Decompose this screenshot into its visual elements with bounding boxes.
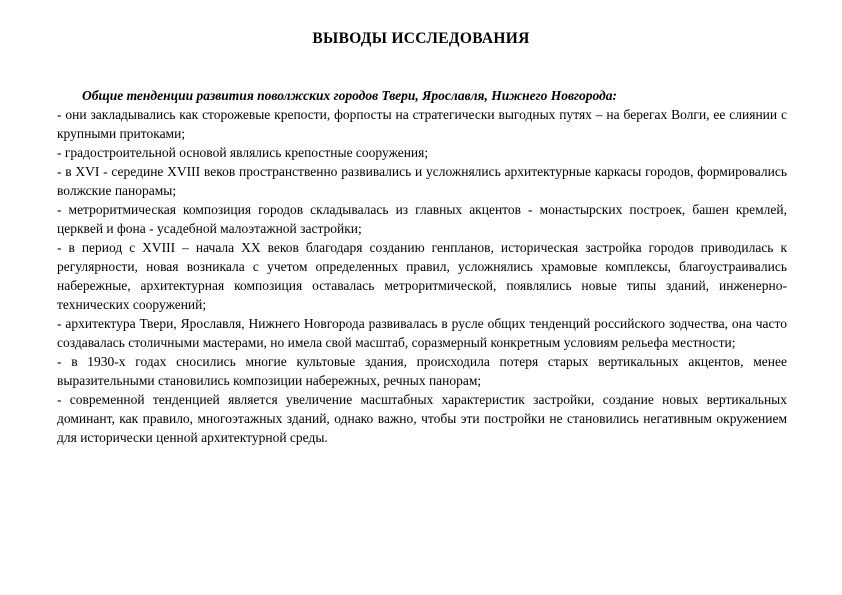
section-subtitle: Общие тенденции развития поволжских городов Твери, Ярославля, Нижнего Новгорода: bbox=[82, 88, 617, 103]
conclusion-item-3: - в XVI - середине XVIII веков пространственно развивались и усложнялись архитектурные каркасы городов, формировались волжские панорамы; bbox=[57, 164, 787, 198]
document-body bbox=[57, 86, 787, 447]
conclusion-item-7: - в 1930-х годах сносились многие культовые здания, происходила потеря старых вертикальных акцентов, менее выразительными становились композиции набережных, речных панорам; bbox=[57, 354, 787, 388]
conclusion-item-5: - в период с XVIII – начала XX веков благодаря созданию генпланов, историческая застройка городов приводилась к регулярности, новая возникала с учетом определенных правил, усложнялись храмовые комплексы, благоустраивались набережные, архитектурная композиция оставалась метроритмической, появлялись новые типы зданий, инженерно-технических сооружений; bbox=[57, 240, 787, 312]
page-title: ВЫВОДЫ ИССЛЕДОВАНИЯ bbox=[312, 30, 530, 47]
conclusion-item-1: - они закладывались как сторожевые крепости, форпосты на стратегически выгодных путях – на берегах Волги, ее слиянии с крупными притоками; bbox=[57, 107, 787, 141]
conclusion-item-4: - метроритмическая композиция городов складывалась из главных акцентов - монастырских построек, башен кремлей, церквей и фона - усадебной малоэтажной застройки; bbox=[57, 202, 787, 236]
conclusion-item-6: - архитектура Твери, Ярославля, Нижнего Новгорода развивалась в русле общих тенденций российского зодчества, она часто создавалась столичными мастерами, но имела свой масштаб, соразмерный конкретным условиям рельефа местности; bbox=[57, 316, 787, 350]
conclusion-item-8: - современной тенденцией является увеличение масштабных характеристик застройки, создание новых вертикальных доминант, как правило, многоэтажных зданий, однако важно, чтобы эти постройки не становились негативным окружением для исторически ценной архитектурной среды. bbox=[57, 392, 787, 445]
conclusion-item-2: - градостроительной основой являлись крепостные сооружения; bbox=[57, 145, 429, 160]
